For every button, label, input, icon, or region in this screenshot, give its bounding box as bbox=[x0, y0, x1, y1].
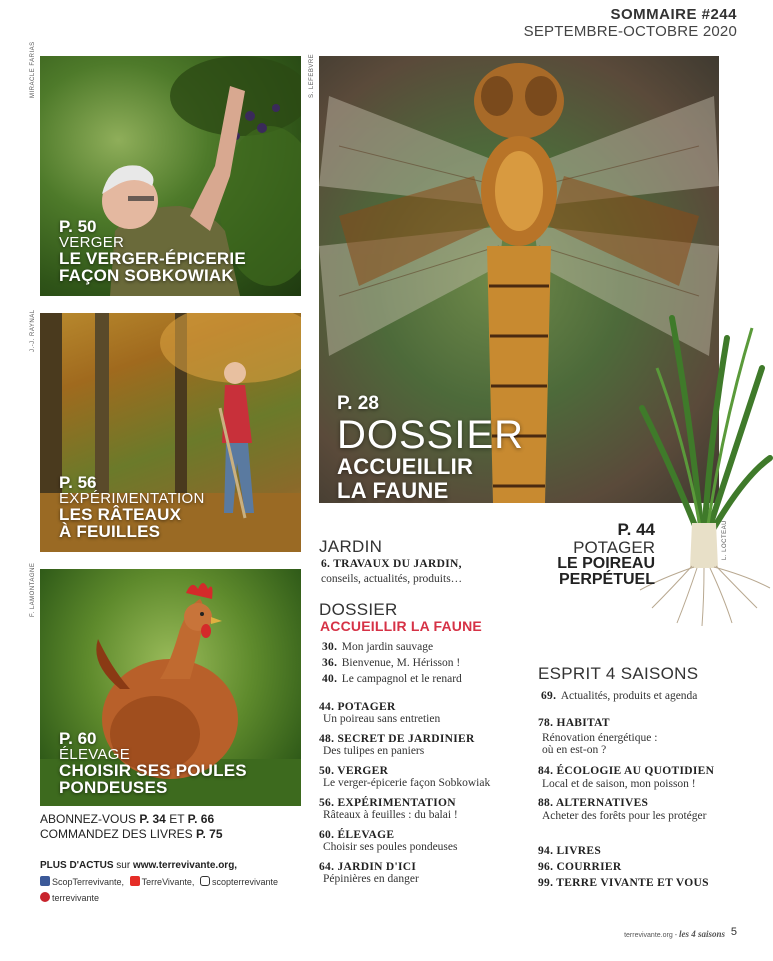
dossier-title-line1: ACCUEILLIR bbox=[337, 454, 474, 479]
poireau-title-line1: LE POIREAU bbox=[557, 555, 655, 572]
promo-abonnez[interactable]: ABONNEZ-VOUS P. 34 ET P. 66 bbox=[40, 812, 215, 826]
dossier-title-line2: LA FAUNE bbox=[337, 478, 449, 503]
list-item[interactable]: 84. ÉCOLOGIE AU QUOTIDIEN Local et de saison, mon poisson ! bbox=[538, 765, 715, 790]
list-item[interactable]: 56. EXPÉRIMENTATION Râteaux à feuilles : du balai ! bbox=[319, 797, 458, 821]
dossier-title[interactable]: ACCUEILLIR LA FAUNE bbox=[320, 618, 482, 634]
rateaux-page: P. 56 bbox=[59, 473, 97, 492]
list-item[interactable]: 60. ÉLEVAGE Choisir ses poules pondeuses bbox=[319, 829, 458, 853]
dossier-category: DOSSIER bbox=[337, 413, 525, 457]
list-item[interactable]: 48. SECRET DE JARDINIER Des tulipes en paniers bbox=[319, 733, 475, 757]
verger-title-line2: FAÇON SOBKOWIAK bbox=[59, 266, 234, 285]
feature-dossier[interactable] bbox=[337, 393, 524, 503]
poireau-title-line2: PERPÉTUEL bbox=[558, 571, 655, 588]
list-item[interactable]: 99. TERRE VIVANTE ET VOUS bbox=[538, 877, 709, 889]
elevage-title-line1: CHOISIR SES POULES bbox=[59, 761, 247, 780]
issue-date: SEPTEMBRE-OCTOBRE 2020 bbox=[523, 23, 737, 40]
rateaux-category: EXPÉRIMENTATION bbox=[59, 490, 205, 507]
section-dossier: DOSSIER bbox=[319, 600, 398, 619]
list-item[interactable]: 50. VERGER Le verger-épicerie façon Sobkowiak bbox=[319, 765, 491, 789]
issue-number: SOMMAIRE #244 bbox=[610, 6, 737, 23]
instagram-icon bbox=[200, 876, 210, 886]
credit-verger: MIRACLE FARIAS bbox=[30, 41, 36, 98]
esprit-intro[interactable]: 69. Actualités, produits et agenda bbox=[541, 690, 698, 702]
poireau-page: P. 44 bbox=[617, 520, 655, 539]
list-item[interactable]: 96. COURRIER bbox=[538, 861, 622, 873]
list-item[interactable]: 30. Mon jardin sauvage bbox=[322, 641, 434, 653]
section-jardin: JARDIN bbox=[319, 537, 383, 556]
credit-elevage: F. LAMONTAGNE bbox=[30, 562, 36, 617]
elevage-page: P. 60 bbox=[59, 729, 97, 748]
credit-dossier: S. LEFEBVRE bbox=[309, 53, 315, 98]
social-pinterest bbox=[40, 892, 99, 903]
list-item[interactable]: 64. JARDIN D'ICI Pépinières en danger bbox=[319, 861, 419, 885]
verger-category: VERGER bbox=[59, 234, 125, 251]
list-item[interactable]: 36. Bienvenue, M. Hérisson ! bbox=[322, 657, 461, 669]
youtube-icon bbox=[130, 876, 140, 886]
pinterest-icon bbox=[40, 892, 50, 902]
toc-travaux[interactable]: 6. TRAVAUX DU JARDIN, bbox=[321, 558, 462, 570]
section-esprit: ESPRIT 4 SAISONS bbox=[538, 664, 699, 683]
social-links bbox=[40, 876, 278, 887]
promo-commandez[interactable]: COMMANDEZ DES LIVRES P. 75 bbox=[40, 827, 223, 841]
pinterest-link[interactable]: terrevivante bbox=[52, 893, 100, 903]
footer-brand: les 4 saisons bbox=[678, 929, 725, 939]
credit-poireau: L. LOCTEAU bbox=[722, 519, 728, 560]
dossier-list bbox=[322, 637, 462, 685]
list-item[interactable]: 40. Le campagnol et le renard bbox=[322, 673, 462, 685]
rateaux-title-line2: À FEUILLES bbox=[59, 522, 161, 541]
elevage-category: ÉLEVAGE bbox=[59, 746, 131, 763]
verger-page: P. 50 bbox=[59, 217, 97, 236]
site-link[interactable]: www.terrevivante.org, bbox=[132, 860, 238, 871]
page-footer: terrevivante.org - les 4 saisons bbox=[624, 929, 725, 939]
toc-travaux-sub: conseils, actualités, produits… bbox=[321, 573, 463, 585]
page-number: 5 bbox=[730, 926, 737, 938]
promo-actus: PLUS D'ACTUS sur www.terrevivante.org, bbox=[40, 860, 238, 871]
instagram-link[interactable]: scopterrevivante bbox=[211, 877, 278, 887]
elevage-title-line2: PONDEUSES bbox=[59, 778, 168, 797]
list-item[interactable]: 44. POTAGER Un poireau sans entretien bbox=[319, 701, 441, 725]
dossier-page: P. 28 bbox=[337, 393, 379, 414]
youtube-link[interactable]: TerreVivante, bbox=[141, 877, 195, 887]
middle-list bbox=[319, 701, 490, 893]
poireau-category: POTAGER bbox=[573, 538, 655, 557]
feature-elevage[interactable] bbox=[59, 730, 247, 796]
right-list bbox=[538, 717, 714, 893]
feature-verger[interactable] bbox=[59, 218, 246, 284]
list-item[interactable]: 78. HABITAT Rénovation énergétique : où en est-on ? bbox=[538, 717, 658, 756]
footer-site: terrevivante.org bbox=[624, 932, 673, 939]
verger-title-line1: LE VERGER-ÉPICERIE bbox=[59, 249, 246, 268]
list-item[interactable]: 94. LIVRES bbox=[538, 845, 602, 857]
feature-rateaux[interactable] bbox=[59, 474, 205, 540]
list-item[interactable]: 88. ALTERNATIVES Acheter des forêts pour les protéger bbox=[538, 797, 707, 822]
rateaux-title-line1: LES RÂTEAUX bbox=[59, 505, 182, 524]
facebook-link[interactable]: ScopTerrevivante, bbox=[52, 877, 125, 887]
feature-poireau[interactable] bbox=[540, 520, 655, 588]
facebook-icon bbox=[40, 876, 50, 886]
credit-rateaux: J.-J. RAYNAL bbox=[30, 309, 36, 352]
